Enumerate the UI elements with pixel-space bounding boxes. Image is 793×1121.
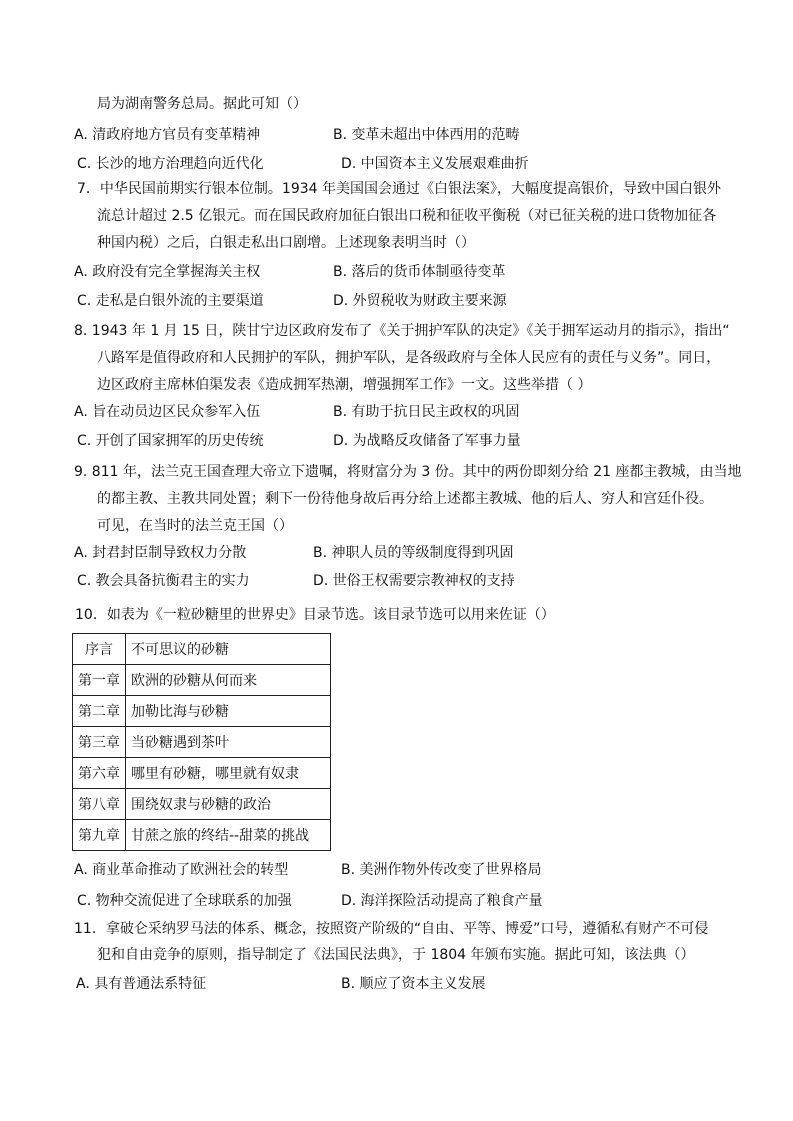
toc-chapter-cell: 第二章 <box>73 696 126 727</box>
toc-chapter-cell: 序言 <box>73 634 126 665</box>
q11-option-b[interactable]: B. 顺应了资本主义发展 <box>341 976 486 992</box>
q9-option-b[interactable]: B. 神职人员的等级制度得到巩固 <box>313 545 514 561</box>
q8-option-b[interactable]: B. 有助于抗日民主政权的巩固 <box>333 404 520 420</box>
table-row <box>73 665 331 696</box>
q10-option-b[interactable]: B. 美洲作物外传改变了世界格局 <box>341 862 542 878</box>
q9-option-a[interactable]: A. 封君封臣制导致权力分散 <box>74 545 247 561</box>
toc-chapter-cell: 第九章 <box>73 820 126 851</box>
q11-stem-line-1: 11．拿破仑采纳罗马法的体系、概念，按照资产阶级的“自由、平等、博爱”口号，遵循私有财产不可侵 <box>74 921 709 937</box>
toc-title-cell: 不可思议的砂糖 <box>126 634 331 665</box>
q6-option-b[interactable]: B. 变革未超出中体西用的范畴 <box>333 127 520 143</box>
q6-option-c[interactable]: C. 长沙的地方治理趋向近代化 <box>77 156 264 172</box>
q6-stem-continuation: 局为湖南警务总局。据此可知（） <box>97 96 307 112</box>
q7-option-b[interactable]: B. 落后的货币体制亟待变革 <box>333 264 506 280</box>
q11-stem-line-2: 犯和自由竞争的原则，指导制定了《法国民法典》，于 1804 年颁布实施。据此可知，该法典（） <box>97 947 695 963</box>
toc-title-cell: 欧洲的砂糖从何而来 <box>126 665 331 696</box>
q7-option-a[interactable]: A. 政府没有完全掌握海关主权 <box>74 264 261 280</box>
table-row <box>73 758 331 789</box>
toc-chapter-cell: 第六章 <box>73 758 126 789</box>
q7-stem-line-2: 流总计超过 2.5 亿银元。而在国民政府加征白银出口税和征收平衡税（对已征关税的进口货物加征各 <box>97 208 717 224</box>
q10-option-d[interactable]: D. 海洋探险活动提高了粮食产量 <box>341 893 543 909</box>
toc-title-cell: 哪里有砂糖，哪里就有奴隶 <box>126 758 331 789</box>
q8-stem-line-3: 边区政府主席林伯渠发表《造成拥军热潮，增强拥军工作》一文。这些举措（ ） <box>97 377 592 393</box>
q8-option-c[interactable]: C. 开创了国家拥军的历史传统 <box>77 433 264 449</box>
toc-title-cell: 甘蔗之旅的终结--甜菜的挑战 <box>126 820 331 851</box>
q9-stem-line-1: 9. 811 年，法兰克王国查理大帝立下遗嘱，将财富分为 3 份。其中的两份即刻分给 21 座都主教城，由当地 <box>74 464 742 480</box>
q6-option-a[interactable]: A. 清政府地方官员有变革精神 <box>74 127 261 143</box>
q10-option-a[interactable]: A. 商业革命推动了欧洲社会的转型 <box>74 862 289 878</box>
table-row <box>73 634 331 665</box>
q9-option-d[interactable]: D. 世俗王权需要宗教神权的支持 <box>313 573 515 589</box>
q7-option-d[interactable]: D. 外贸税收为财政主要来源 <box>333 293 507 309</box>
q7-stem-line-3: 种国内税）之后，白银走私出口剧增。上述现象表明当时（） <box>97 235 475 251</box>
q8-stem-line-1: 8. 1943 年 1 月 15 日，陕甘宁边区政府发布了《关于拥护军队的决定》《关于拥军运动月的指示》，指出“ <box>74 323 730 339</box>
q10-option-c[interactable]: C. 物种交流促进了全球联系的加强 <box>77 893 292 909</box>
q9-option-c[interactable]: C. 教会具备抗衡君主的实力 <box>77 573 250 589</box>
toc-chapter-cell: 第三章 <box>73 727 126 758</box>
q7-stem-line-1: 7．中华民国前期实行银本位制。1934 年美国国会通过《白银法案》，大幅度提高银价，导致中国白银外 <box>77 181 721 197</box>
book-toc-table <box>72 633 331 851</box>
table-row <box>73 820 331 851</box>
toc-title-cell: 加勒比海与砂糖 <box>126 696 331 727</box>
table-row <box>73 789 331 820</box>
q8-option-a[interactable]: A. 旨在动员边区民众参军入伍 <box>74 404 261 420</box>
q9-stem-line-2: 的都主教、主教共同处置；剩下一份待他身故后再分给上述都主教城、他的后人、穷人和宫廷仆役。 <box>97 491 713 507</box>
q6-option-d[interactable]: D. 中国资本主义发展艰难曲折 <box>341 156 529 172</box>
q8-option-d[interactable]: D. 为战略反攻储备了军事力量 <box>333 433 521 449</box>
q10-stem: 10．如表为《一粒砂糖里的世界史》目录节选。该目录节选可以用来佐证（） <box>75 607 555 623</box>
table-row <box>73 727 331 758</box>
table-row <box>73 696 331 727</box>
q7-option-c[interactable]: C. 走私是白银外流的主要渠道 <box>77 293 264 309</box>
toc-chapter-cell: 第一章 <box>73 665 126 696</box>
q9-stem-line-3: 可见，在当时的法兰克王国（） <box>97 518 293 534</box>
q11-option-a[interactable]: A. 具有普通法系特征 <box>76 976 207 992</box>
q8-stem-line-2: 八路军是值得政府和人民拥护的军队，拥护军队，是各级政府与全体人民应有的责任与义务”。同日， <box>97 350 721 366</box>
toc-title-cell: 当砂糖遇到茶叶 <box>126 727 331 758</box>
toc-chapter-cell: 第八章 <box>73 789 126 820</box>
toc-title-cell: 围绕奴隶与砂糖的政治 <box>126 789 331 820</box>
